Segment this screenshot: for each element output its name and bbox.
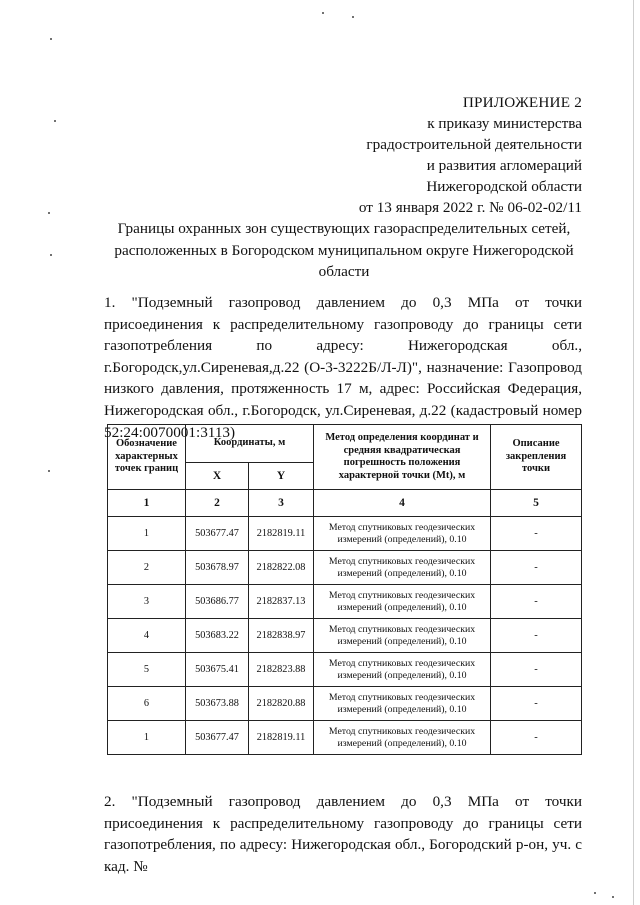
cell-x: 503677.47 — [186, 721, 249, 755]
heading-line: области — [318, 263, 370, 280]
paragraph-1: 1. "Подземный газопровод давлением до 0,3 МПа от точки присоединения к распределительному газопроводу до границы сети газопотребления по адресу: Нижегородская обл., г.Богородск,ул.Сиреневая,д.22 (О-3-3222Б/Л-Л)", назначение: Газопровод низкого давления, протяженность 17 м, адрес: Российская Федерация, Нижегородская обл., г.Богородск, ул.Сиреневая, д.22 (кадастровый номер 52:24:0070001:3113) — [104, 294, 582, 441]
cell-y: 2182819.11 — [249, 517, 314, 551]
cell-description: - — [491, 687, 582, 721]
document-heading — [104, 218, 584, 283]
cell-y: 2182837.13 — [249, 585, 314, 619]
cell-method: Метод спутниковых геодезических измерений (определений), 0.10 — [314, 721, 491, 755]
header-description: Описание закрепления точки — [491, 425, 582, 490]
column-numbers-row — [108, 490, 582, 517]
column-number: 1 — [108, 490, 186, 517]
column-number: 2 — [186, 490, 249, 517]
scan-speck — [352, 16, 354, 18]
table-row — [108, 551, 582, 585]
header-coords: Координаты, м — [186, 425, 314, 463]
table-row — [108, 585, 582, 619]
heading-line: Границы охранных зон существующих газораспределительных сетей, — [117, 220, 571, 237]
cell-method: Метод спутниковых геодезических измерений (определений), 0.10 — [314, 551, 491, 585]
header-x: X — [186, 463, 249, 490]
cell-point: 1 — [108, 721, 186, 755]
cell-point: 2 — [108, 551, 186, 585]
cell-description: - — [491, 721, 582, 755]
column-number: 3 — [249, 490, 314, 517]
scan-speck — [612, 896, 614, 898]
cell-point: 3 — [108, 585, 186, 619]
cell-y: 2182819.11 — [249, 721, 314, 755]
cell-x: 503678.97 — [186, 551, 249, 585]
cell-description: - — [491, 653, 582, 687]
scan-speck — [48, 470, 50, 472]
table-row — [108, 721, 582, 755]
cell-description: - — [491, 619, 582, 653]
header-y: Y — [249, 463, 314, 490]
heading-line: расположенных в Богородском муниципальном округе Нижегородской — [114, 241, 574, 259]
scan-speck — [54, 120, 56, 122]
header-method: Метод определения координат и средняя квадратическая погрешность положения характерной точки (Mt), м — [314, 425, 491, 490]
cell-method: Метод спутниковых геодезических измерений (определений), 0.10 — [314, 653, 491, 687]
paragraph-2: 2. "Подземный газопровод давлением до 0,3 МПа от точки присоединения к распределительному газопроводу до границы сети газопотребления, по адресу: Нижегородская обл., Богородский р-он, уч. с кад. № — [104, 793, 582, 875]
column-number: 5 — [491, 490, 582, 517]
cell-method: Метод спутниковых геодезических измерений (определений), 0.10 — [314, 517, 491, 551]
cell-x: 503677.47 — [186, 517, 249, 551]
table-row — [108, 653, 582, 687]
table-row — [108, 517, 582, 551]
cell-x: 503686.77 — [186, 585, 249, 619]
table-row — [108, 619, 582, 653]
header-point: Обозначение характерных точек границ — [108, 425, 186, 490]
cell-description: - — [491, 517, 582, 551]
table-row — [108, 687, 582, 721]
scan-speck — [322, 12, 324, 14]
cell-method: Метод спутниковых геодезических измерений (определений), 0.10 — [314, 619, 491, 653]
cell-x: 503683.22 — [186, 619, 249, 653]
appendix-line: градостроительной деятельности — [366, 136, 582, 153]
scan-speck — [48, 212, 50, 214]
cell-description: - — [491, 551, 582, 585]
cell-x: 503673.88 — [186, 687, 249, 721]
cell-description: - — [491, 585, 582, 619]
scan-edge — [633, 0, 634, 905]
scan-speck — [50, 254, 52, 256]
cell-y: 2182823.88 — [249, 653, 314, 687]
cell-point: 6 — [108, 687, 186, 721]
cell-y: 2182838.97 — [249, 619, 314, 653]
column-number: 4 — [314, 490, 491, 517]
cell-point: 5 — [108, 653, 186, 687]
appendix-line: и развития агломераций — [426, 157, 582, 174]
coordinates-table — [107, 424, 582, 755]
cell-y: 2182820.88 — [249, 687, 314, 721]
scan-speck — [50, 38, 52, 40]
appendix-title: ПРИЛОЖЕНИЕ 2 — [462, 94, 582, 111]
cell-point: 1 — [108, 517, 186, 551]
appendix-order-date: от 13 января 2022 г. № 06-02-02/11 — [358, 199, 582, 216]
cell-x: 503675.41 — [186, 653, 249, 687]
scan-speck — [594, 892, 596, 894]
cell-y: 2182822.08 — [249, 551, 314, 585]
appendix-line: Нижегородской области — [426, 178, 582, 195]
cell-method: Метод спутниковых геодезических измерений (определений), 0.10 — [314, 585, 491, 619]
appendix-block — [322, 92, 582, 218]
appendix-line: к приказу министерства — [427, 115, 582, 132]
cell-method: Метод спутниковых геодезических измерений (определений), 0.10 — [314, 687, 491, 721]
cell-point: 4 — [108, 619, 186, 653]
